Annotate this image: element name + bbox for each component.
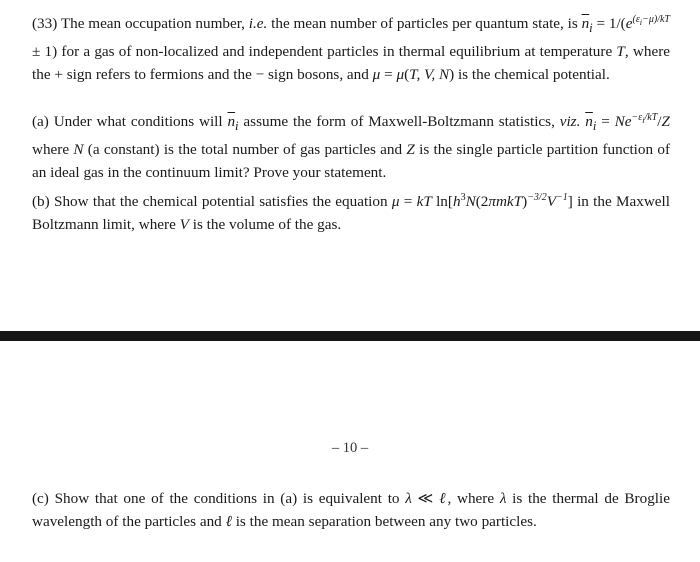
part-a-label: (a) xyxy=(32,113,49,130)
page-number: – 10 – xyxy=(331,440,369,456)
problem-33-intro: (33) The mean occupation number, i.e. the mean number of particles per quantum state, is $\overline{n}_i = 1/(e^{(\varepsilon_i-\mu)/kT} \pm 1)$ for a gas of non-localized and independent particles in thermal equilibrium at temperature T, where the + sign refers to fermions and the − sign bosons, and μ = μ(T, V, N) is the chemical potential. xyxy=(32,14,670,84)
part-b-question: (b) Show that the chemical potential satisfies the equation μ = kT $\ln[h^3N(2\pi mkT)^{-3/2}V^{-1}]$ in the Maxwell Boltzmann limit, where V is the volume of the gas. xyxy=(32,192,670,234)
part-b-label: (b) xyxy=(32,193,50,211)
problem-number: (33) xyxy=(32,15,58,32)
page-break-divider xyxy=(0,331,700,341)
part-a-question: (a) Under what conditions will $\overline{n}_i$ assume the form of Maxwell-Boltzmann statistics, viz. $\overline{n}_i = Ne^{-\varepsilon_i/kT}/Z$ where N (a constant) is the total number of gas particles and Z is the single particle partition function of an ideal gas in the continuum limit? Prove your statement. xyxy=(32,112,671,182)
part-c-question: (c) Show that one of the conditions in (a) is equivalent to λ ≪ ℓ, where λ is the thermal de Broglie wavelength of the particles and ℓ is the mean separation between any two particles. xyxy=(32,490,670,530)
part-c-label: (c) xyxy=(32,490,49,507)
